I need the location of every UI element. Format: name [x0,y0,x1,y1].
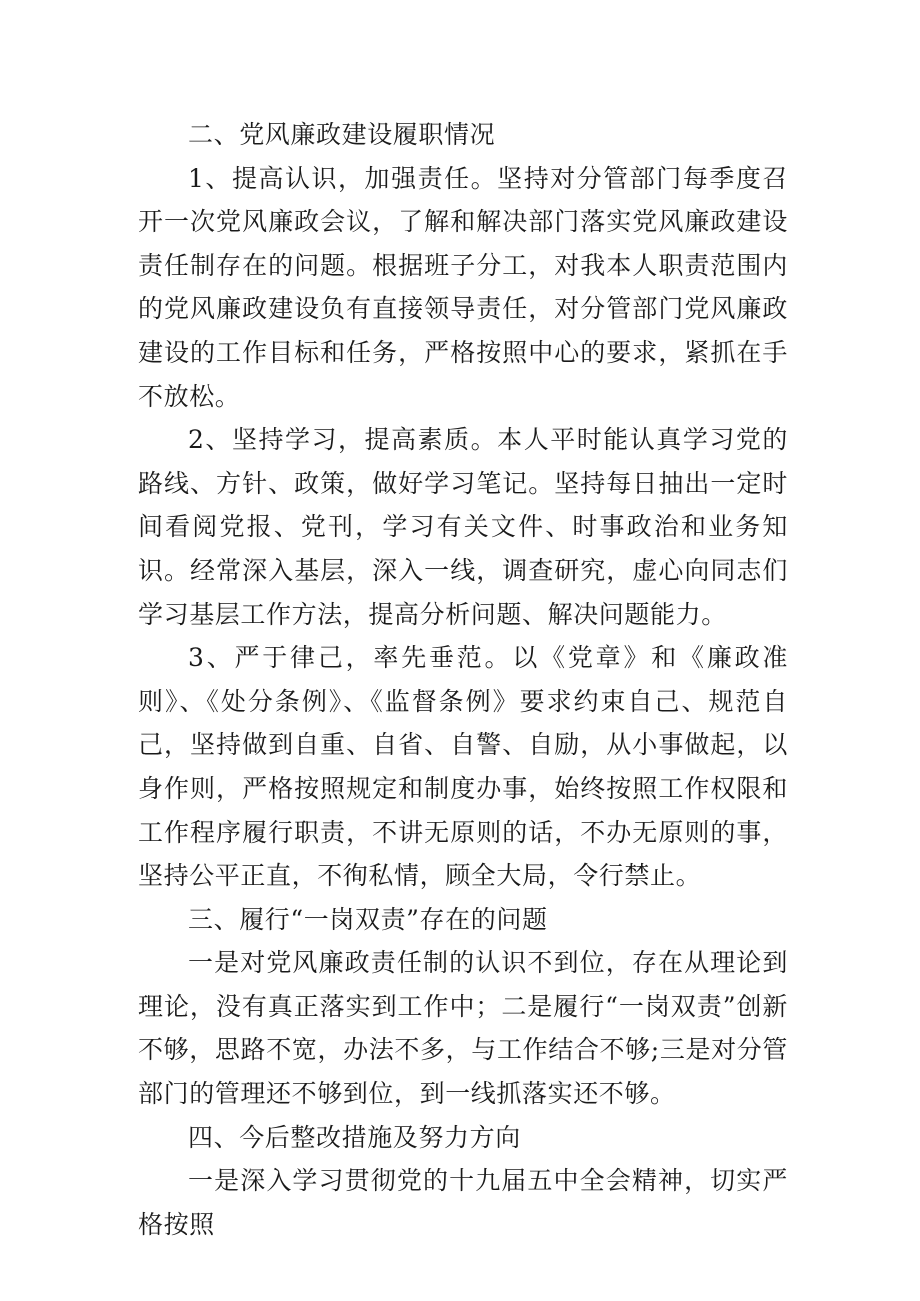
section-heading-existing-problems: 三、履行“一岗双责”存在的问题 [188,904,548,934]
paragraph-persist-learning: 2、坚持学习，提高素质。本人平时能认真学习党的路线、方针、政策，做好学习笔记。坚持每日抽出一定时间看阅党报、党刊，学习有关文件、时事政治和业务知识。经常深入基层，深入一线，调查研究，虚心向同志们学习基层工作方法，提高分析问题、解决问题能力。 [138,425,788,629]
paragraph-self-discipline: 3、严于律己，率先垂范。以《党章》和《廉政准则》、《处分条例》、《监督条例》要求约束自己、规范自己，坚持做到自重、自省、自警、自励，从小事做起，以身作则，严格按照规定和制度办事，始终按照工作权限和工作程序履行职责，不讲无原则的话，不办无原则的事，坚持公平正直，不徇私情，顾全大局，令行禁止。 [138,643,788,891]
section-heading-duty-performance: 二、党风廉政建设履职情况 [188,120,496,149]
paragraph-raise-awareness: 1、提高认识，加强责任。坚持对分管部门每季度召开一次党风廉政会议，了解和解决部门落实党风廉政建设责任制存在的问题。根据班子分工，对我本人职责范围内的党风廉政建设负有直接领导责任，对分管部门党风廉政建设的工作目标和任务，严格按照中心的要求，紧抓在手不放松。 [138,163,788,411]
document-body [138,113,788,1246]
paragraph-problems-detail: 一是对党风廉政责任制的认识不到位，存在从理论到理论，没有真正落实到工作中；二是履行“一岗双责”创新不够，思路不宽，办法不多，与工作结合不够;三是对分管部门的管理还不够到位，到一线抓落实还不够。 [138,948,788,1109]
paragraph-measures-first: 一是深入学习贯彻党的十九届五中全会精神，切实严格按照 [138,1166,788,1239]
section-heading-rectification-measures: 四、今后整改措施及努力方向 [188,1122,521,1152]
